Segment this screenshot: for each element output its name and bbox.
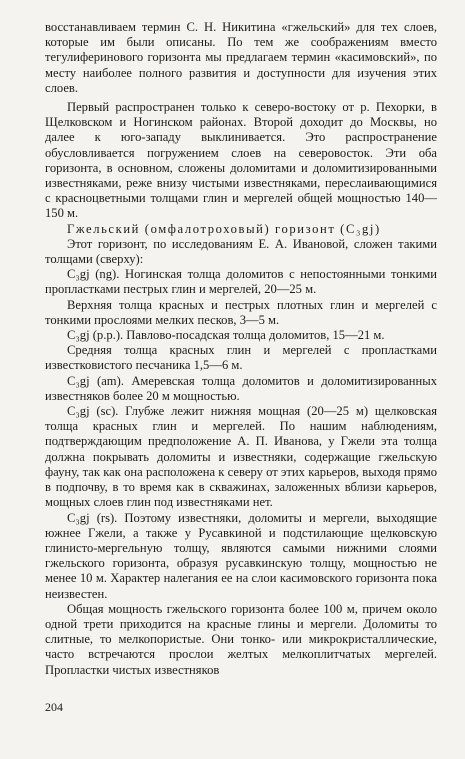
paragraph-intro: Этот горизонт, по исследованиям Е. А. Ивановой, сложен такими толщами (сверху): (45, 236, 437, 267)
paragraph-am: C₃gj (am). Амеревская толща доломитов и доломитизированных известняков более 20 м мощностью. (45, 373, 437, 403)
paragraph-top-2: Первый распространен только к северо-востоку от р. Пехорки, в Щелковском и Ногинском районах. Второй доходит до Москвы, но далее к юго-западу выклинивается. Это распространение обусловливается погружением слоев на северовосток. Эти оба горизонта, в основном, сложены доломитами и доломитизированными известняками, реже внизу чистыми известняками, переслаивающимися с красноцветными толщами глин и мергелей общей мощностью 140—150 м. (45, 100, 437, 221)
paragraph-middle: Средняя толща красных глин и мергелей с пропластками известковистого песчаника 1,5—6 м. (45, 343, 437, 373)
page-number: 204 (45, 700, 63, 714)
paragraph-total: Общая мощность гжельского горизонта более 100 м, причем около одной трети приходится на красные глины и мергели. Доломиты то слитные, то мелкопористые. Они тонко- или микрокристаллические, часто встречаются прослои желтых мелкоплитчатых мергелей. Пропластки чистых известняков (45, 601, 437, 677)
paragraph-upper: Верхняя толща красных и пестрых плотных глин и мергелей с тонкими прослоями мелких песков, 3—5 м. (45, 297, 437, 327)
page-text (45, 20, 437, 678)
paragraph-top-1: восстанавливаем термин С. Н. Никитина «гжельский» для тех слоев, которые им были описаны. По тем же соображениям вместо тегулиферинового горизонта мы предлагаем термин «касимовский», по месту наиболее полного развития и доступности для изучения этих слоев. (45, 20, 437, 95)
paragraph-pp: C₃gj (p.p.). Павлово-посадская толща доломитов, 15—21 м. (67, 328, 385, 343)
section-heading: Гжельский (омфалотроховый) горизонт (C₃gj) (67, 221, 381, 236)
paragraph-ng: C₃gj (ng). Ногинская толща доломитов с непостоянными тонкими пропластками пестрых глин и мергелей, 20—25 м. (45, 267, 437, 297)
paragraph-rs: C₃gj (rs). Поэтому известняки, доломиты и мергели, выходящие южнее Гжели, а также у Русавкиной и подстилающие щелковскую глинисто-мергельную толщу, являются самыми нижними слоями гжельского горизонта, образуя русавкинскую толщу, мощностью не менее 10 м. Характер налегания ее на слои касимовского горизонта пока неизвестен. (45, 510, 437, 601)
paragraph-sc: C₃gj (sc). Глубже лежит нижняя мощная (20—25 м) щелковская толща красных глин и мергелей. По нашим наблюдениям, подтверждающим предположение А. П. Иванова, у Гжели эта толща должна покрывать доломиты и известняки, содержащие гжельскую фауну, так как она расположена к северу от этих карьеров, выходя прямо в подпочву, в то время как в скважинах, заложенных вблизи карьеров, мощных слоев глин под известняками нет. (45, 404, 437, 510)
